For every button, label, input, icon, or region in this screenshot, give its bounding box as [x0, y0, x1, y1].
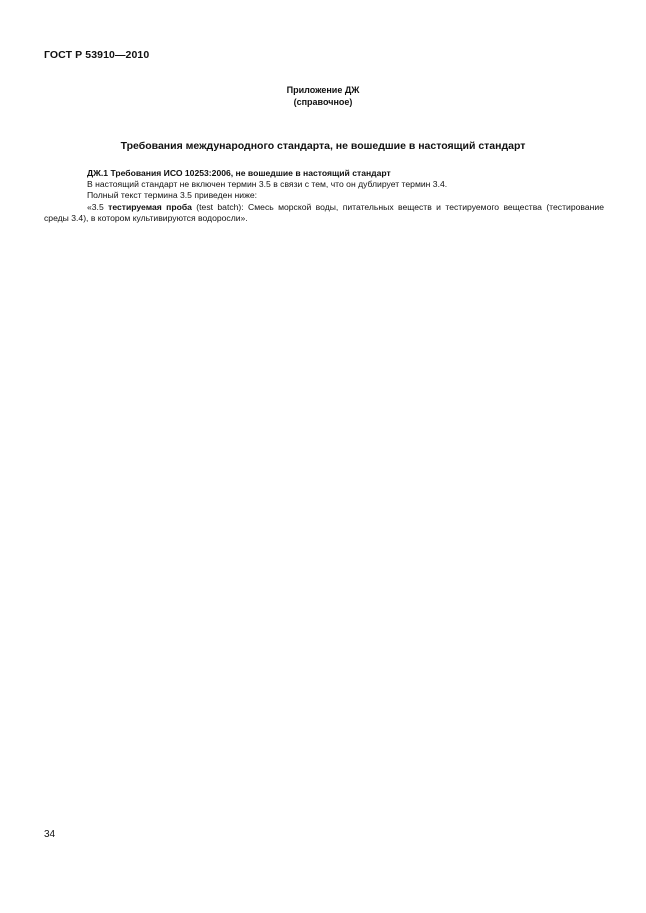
annex-subtitle: (справочное) [293, 97, 353, 107]
term-quote-paragraph [44, 202, 604, 224]
document-body [44, 168, 604, 224]
paragraph: Полный текст термина 3.5 приведен ниже: [87, 190, 258, 201]
annex-heading [0, 84, 646, 108]
term-definition: (test batch): Смесь морской воды, питательных веществ и тестируемого вещества (тестирование среды 3.4), в котором культивируются водоросли». [44, 201, 604, 223]
annex-title: Приложение ДЖ [286, 85, 360, 95]
section-title: Требования международного стандарта, не вошедшие в настоящий стандарт [120, 140, 526, 152]
term-name: тестируемая проба [108, 201, 192, 212]
quote-prefix: «3.5 [87, 201, 109, 212]
paragraph: В настоящий стандарт не включен термин 3.5 в связи с тем, что он дублирует термин 3.4. [87, 179, 448, 190]
standard-code: ГОСТ Р 53910—2010 [44, 49, 150, 61]
subsection-heading: ДЖ.1 Требования ИСО 10253:2006, не вошедшие в настоящий стандарт [87, 168, 391, 178]
page-number: 34 [44, 829, 56, 840]
